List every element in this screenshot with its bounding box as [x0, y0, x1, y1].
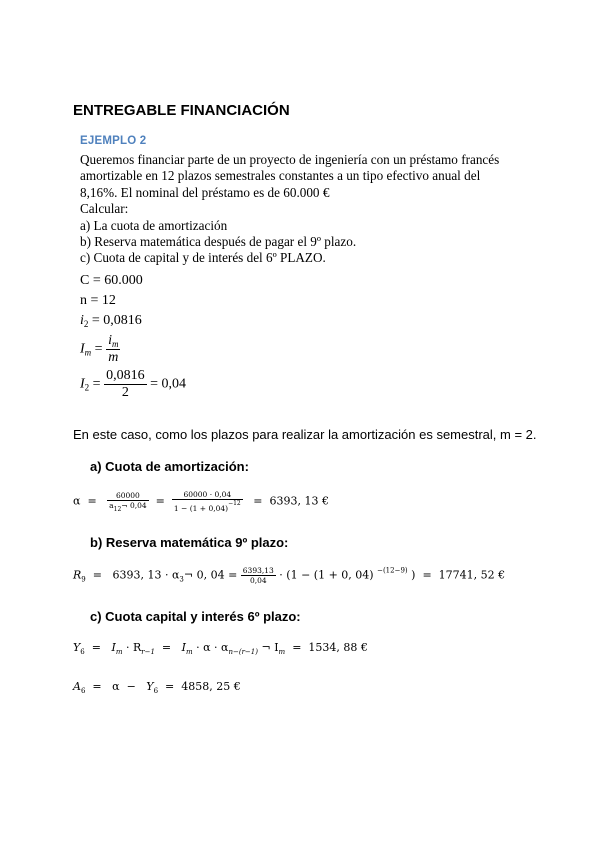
explanation-text: En este caso, como los plazos para realizar la amortización es semestral, m = 2.	[73, 427, 537, 442]
document-title: ENTREGABLE FINANCIACIÓN	[73, 102, 290, 119]
section-a-heading: a) Cuota de amortización:	[90, 459, 249, 474]
statement-line: c) Cuota de capital y de interés del 6º PLAZO.	[80, 250, 326, 266]
given-capital: C = 60.000	[80, 273, 143, 288]
equation-c-Y: $Y_6$ = $I_m \cdot R_{r-1}$ = $I_m \cdot \alpha \cdot \alpha_{n-(r-1)}$ ¬ $I_m = 1534$, 88 €	[73, 641, 368, 656]
formula-Im: $I_m$ = $\frac{i_m}{m}$	[80, 333, 119, 365]
section-c-heading: c) Cuota capital y interés 6º plazo:	[90, 609, 301, 624]
statement-line: 8,16%. El nominal del préstamo es de 60.000 €	[80, 184, 330, 200]
problem-statement	[80, 152, 499, 267]
section-b-heading: b) Reserva matemática 9º plazo:	[90, 535, 289, 550]
formula-I2: $I_2$ = $\frac{0,0816}{2}$ = 0,04	[80, 368, 186, 400]
example-label: EJEMPLO 2	[80, 135, 147, 147]
statement-line: b) Reserva matemática después de pagar el 9º plazo.	[80, 234, 357, 250]
statement-line: a) La cuota de amortización	[80, 217, 228, 233]
given-n: n = 12	[80, 293, 116, 308]
given-i2: $i_2 = 0,0816$	[80, 313, 142, 329]
equation-b: $R_9$ = 6393, $13 \cdot \alpha_3\neg$ 0, 04 = $\frac{6393,13}{0,04}$ · (1 − (1 + 0, 04) $^{-(12-9)}$ ) = 17741, 52 €	[73, 566, 506, 585]
statement-line: Queremos financiar parte de un proyecto de ingeniería con un préstamo francés	[80, 152, 500, 167]
statement-line: amortizable en 12 plazos semestrales constantes a un tipo efectivo anual del	[80, 168, 481, 184]
equation-a: α = $\frac{60000}{a_{12}\neg 0,04}$ = $\frac{60000 \cdot 0,04}{1 - (1 + 0,04)^{-12}}$ = 6393, 13 €	[73, 490, 329, 513]
statement-line: Calcular:	[80, 201, 129, 217]
equation-c-A: $A_6$ = α − $Y_6 = 4858$, 25 €	[73, 680, 241, 695]
